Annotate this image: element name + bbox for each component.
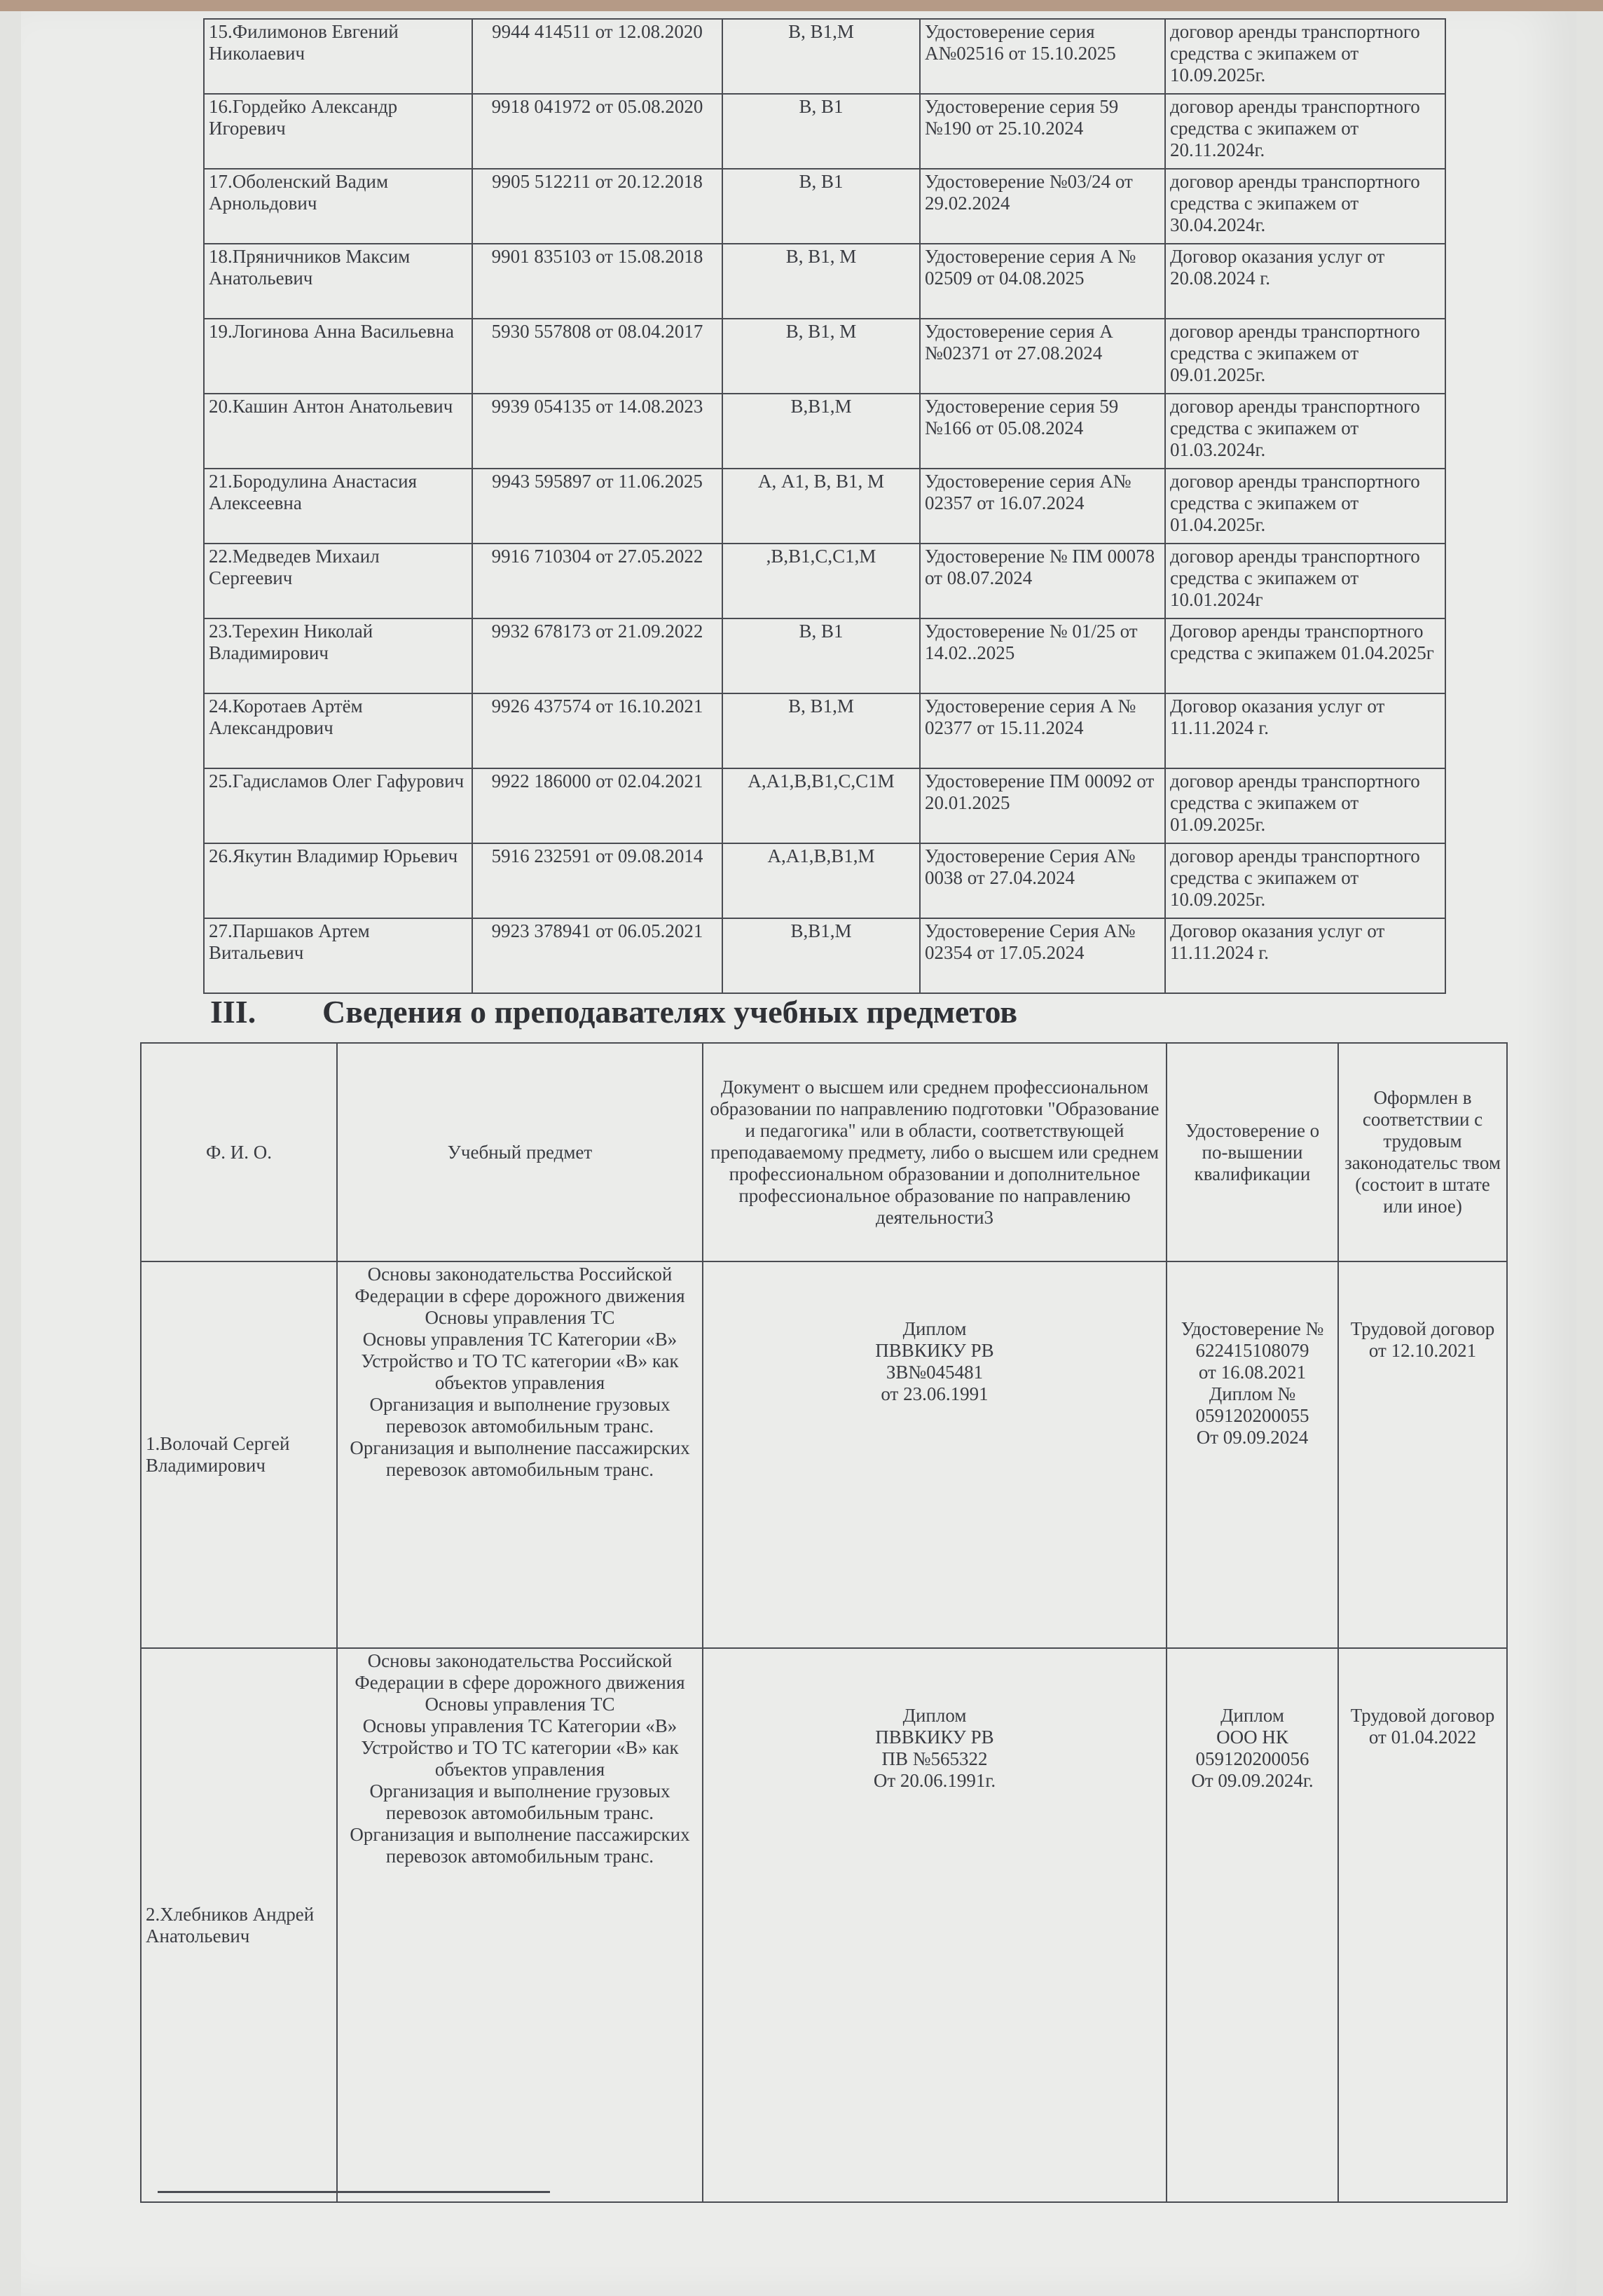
driver-name: 27.Паршаков Артем Витальевич: [204, 918, 472, 993]
driver-certificate: Удостоверение ПМ 00092 от 20.01.2025: [920, 768, 1165, 843]
diploma-line: ПВВКИКУ РВ: [875, 1340, 994, 1361]
qualification-line: 059120200056: [1195, 1748, 1309, 1769]
diploma-line: от 23.06.1991: [881, 1383, 989, 1404]
subject-item: Основы управления ТС Категории «В»: [362, 1329, 677, 1350]
driver-name: 25.Гадисламов Олег Гафурович: [204, 768, 472, 843]
qualification-line: Удостоверение №: [1181, 1318, 1324, 1339]
driver-row: [204, 618, 1445, 693]
teacher-diploma: [703, 1648, 1167, 2202]
driver-contract: Договор аренды транспортного средства с экипажем 01.04.2025г: [1165, 618, 1445, 693]
driver-contract: Договор оказания услуг от 11.11.2024 г.: [1165, 693, 1445, 768]
driver-license: 9923 378941 от 06.05.2021: [472, 918, 722, 993]
subject-item: Устройство и ТО ТС категории «В» как объектов управления: [361, 1350, 679, 1393]
driver-contract: договор аренды транспортного средства с экипажем от 01.04.2025г.: [1165, 469, 1445, 544]
driver-contract: договор аренды транспортного средства с экипажем от 30.04.2024г.: [1165, 169, 1445, 244]
driver-categories: А,А1,В,В1,С,С1М: [722, 768, 920, 843]
teacher-name: 1.Волочай Сергей Владимирович: [141, 1261, 337, 1648]
driver-license: 9944 414511 от 12.08.2020: [472, 19, 722, 94]
driver-name: 17.Оболенский Вадим Арнольдович: [204, 169, 472, 244]
driver-certificate: Удостоверение Серия А№ 0038 от 27.04.2024: [920, 843, 1165, 918]
teacher-qualification: [1167, 1261, 1338, 1648]
teacher-employment: Трудовой договор от 01.04.2022: [1338, 1648, 1507, 2202]
driver-categories: В, В1,М: [722, 693, 920, 768]
diploma-line: Диплом: [902, 1705, 967, 1726]
driver-row: [204, 319, 1445, 394]
driver-license: 5916 232591 от 09.08.2014: [472, 843, 722, 918]
subject-item: Организация и выполнение пассажирских перевозок автомобильным транс.: [350, 1824, 690, 1867]
qualification-line: 622415108079: [1195, 1340, 1309, 1361]
diploma-line: Диплом: [902, 1318, 967, 1339]
driver-license: 9905 512211 от 20.12.2018: [472, 169, 722, 244]
header-fio: Ф. И. О.: [141, 1043, 337, 1261]
driver-categories: В, В1: [722, 94, 920, 169]
driver-certificate: Удостоверение серия А № 02509 от 04.08.2025: [920, 244, 1165, 319]
header-education: Документ о высшем или среднем профессиональном образовании по направлению подготовки "Образование и педагогика" или в области, соответствующей преподаваемому предмету, либо о высшем или среднем профессиональном образовании и дополнительное профессиональное образование по направлению деятельности3: [703, 1043, 1167, 1261]
driver-contract: Договор оказания услуг от 20.08.2024 г.: [1165, 244, 1445, 319]
page-edge: [0, 0, 1603, 11]
driver-categories: В, В1: [722, 169, 920, 244]
teacher-row: [141, 1261, 1507, 1648]
driver-categories: В, В1, М: [722, 319, 920, 394]
header-employment: Оформлен в соответствии с трудовым законодательс твом (состоит в штате или иное): [1338, 1043, 1507, 1261]
qualification-line: ООО НК: [1216, 1727, 1288, 1748]
qualification-line: от 16.08.2021: [1198, 1362, 1307, 1383]
driver-name: 15.Филимонов Евгений Николаевич: [204, 19, 472, 94]
driver-license: 9939 054135 от 14.08.2023: [472, 394, 722, 469]
driver-license: 5930 557808 от 08.04.2017: [472, 319, 722, 394]
driver-certificate: Удостоверение серия А №02371 от 27.08.2024: [920, 319, 1165, 394]
section-title: Сведения о преподавателях учебных предметов: [322, 994, 1018, 1030]
driver-contract: договор аренды транспортного средства с экипажем от 10.09.2025г.: [1165, 843, 1445, 918]
teacher-name: 2.Хлебников Андрей Анатольевич: [141, 1648, 337, 2202]
driver-row: [204, 693, 1445, 768]
driver-certificate: Удостоверение №03/24 от 29.02.2024: [920, 169, 1165, 244]
driver-name: 26.Якутин Владимир Юрьевич: [204, 843, 472, 918]
driver-certificate: Удостоверение серия А№ 02357 от 16.07.2024: [920, 469, 1165, 544]
driver-license: 9922 186000 от 02.04.2021: [472, 768, 722, 843]
driver-categories: В,В1,М: [722, 394, 920, 469]
driver-contract: договор аренды транспортного средства с экипажем от 20.11.2024г.: [1165, 94, 1445, 169]
qualification-line: От 09.09.2024г.: [1191, 1770, 1314, 1791]
driver-name: 21.Бородулина Анастасия Алексеевна: [204, 469, 472, 544]
driver-row: [204, 544, 1445, 618]
driver-row: [204, 169, 1445, 244]
driver-contract: договор аренды транспортного средства с экипажем от 01.09.2025г.: [1165, 768, 1445, 843]
header-qualification: Удостоверение о по-вышении квалификации: [1167, 1043, 1338, 1261]
driver-license: 9932 678173 от 21.09.2022: [472, 618, 722, 693]
driver-categories: В, В1,М: [722, 19, 920, 94]
driver-row: [204, 94, 1445, 169]
driver-row: [204, 918, 1445, 993]
driver-certificate: Удостоверение № 01/25 от 14.02..2025: [920, 618, 1165, 693]
header-subject: Учебный предмет: [337, 1043, 703, 1261]
teachers-table: [140, 1042, 1508, 2203]
qualification-line: 059120200055: [1195, 1405, 1309, 1426]
subject-item: Организация и выполнение пассажирских перевозок автомобильным транс.: [350, 1437, 690, 1480]
diploma-line: ПВВКИКУ РВ: [875, 1727, 994, 1748]
driver-contract: договор аренды транспортного средства с экипажем от 10.01.2024г: [1165, 544, 1445, 618]
qualification-line: Диплом №: [1209, 1383, 1296, 1404]
subject-item: Основы управления ТС Категории «В»: [362, 1715, 677, 1736]
teacher-subjects: [337, 1648, 703, 2202]
teachers-header-row: [141, 1043, 1507, 1261]
teacher-employment: Трудовой договор от 12.10.2021: [1338, 1261, 1507, 1648]
teacher-subjects: [337, 1261, 703, 1648]
teacher-diploma: [703, 1261, 1167, 1648]
driver-license: 9916 710304 от 27.05.2022: [472, 544, 722, 618]
subject-item: Основы законодательства Российской Федерации в сфере дорожного движения: [355, 1264, 685, 1306]
driver-categories: В, В1, М: [722, 244, 920, 319]
driver-categories: А, А1, В, В1, М: [722, 469, 920, 544]
driver-row: [204, 768, 1445, 843]
driver-license: 9926 437574 от 16.10.2021: [472, 693, 722, 768]
driver-row: [204, 469, 1445, 544]
driver-row: [204, 843, 1445, 918]
driver-categories: В,В1,М: [722, 918, 920, 993]
diploma-line: ЗВ№045481: [886, 1362, 984, 1383]
subject-item: Основы законодательства Российской Федерации в сфере дорожного движения: [355, 1650, 685, 1693]
section-number: III.: [210, 994, 256, 1030]
driver-certificate: Удостоверение серия А № 02377 от 15.11.2024: [920, 693, 1165, 768]
driver-categories: В, В1: [722, 618, 920, 693]
subject-item: Основы управления ТС: [425, 1307, 615, 1328]
subject-item: Основы управления ТС: [425, 1694, 615, 1715]
driver-row: [204, 394, 1445, 469]
driver-license: 9901 835103 от 15.08.2018: [472, 244, 722, 319]
diploma-line: От 20.06.1991г.: [873, 1770, 996, 1791]
driver-name: 22.Медведев Михаил Сергеевич: [204, 544, 472, 618]
driver-certificate: Удостоверение № ПМ 00078 от 08.07.2024: [920, 544, 1165, 618]
driver-categories: ,В,В1,С,С1,М: [722, 544, 920, 618]
driver-name: 23.Терехин Николай Владимирович: [204, 618, 472, 693]
subject-item: Организация и выполнение грузовых перевозок автомобильным транс.: [369, 1780, 670, 1823]
driver-row: [204, 19, 1445, 94]
driver-license: 9943 595897 от 11.06.2025: [472, 469, 722, 544]
driver-categories: А,А1,В,В1,М: [722, 843, 920, 918]
teacher-row: [141, 1648, 1507, 2202]
driver-contract: договор аренды транспортного средства с экипажем от 09.01.2025г.: [1165, 319, 1445, 394]
driver-certificate: Удостоверение серия 59 №166 от 05.08.2024: [920, 394, 1165, 469]
driver-name: 24.Коротаев Артём Александрович: [204, 693, 472, 768]
teacher-qualification: [1167, 1648, 1338, 2202]
driver-row: [204, 244, 1445, 319]
driver-certificate: Удостоверение Серия А№ 02354 от 17.05.2024: [920, 918, 1165, 993]
section-heading: [210, 993, 1261, 1030]
drivers-table: [203, 18, 1446, 994]
driver-name: 18.Пряничников Максим Анатольевич: [204, 244, 472, 319]
footnote-separator: [158, 2191, 550, 2193]
driver-license: 9918 041972 от 05.08.2020: [472, 94, 722, 169]
diploma-line: ПВ №565322: [881, 1748, 988, 1769]
driver-contract: Договор оказания услуг от 11.11.2024 г.: [1165, 918, 1445, 993]
driver-name: 16.Гордейко Александр Игоревич: [204, 94, 472, 169]
driver-name: 20.Кашин Антон Анатольевич: [204, 394, 472, 469]
driver-name: 19.Логинова Анна Васильевна: [204, 319, 472, 394]
driver-contract: договор аренды транспортного средства с экипажем от 01.03.2024г.: [1165, 394, 1445, 469]
qualification-line: От 09.09.2024: [1196, 1427, 1309, 1448]
subject-item: Организация и выполнение грузовых перевозок автомобильным транс.: [369, 1394, 670, 1437]
qualification-line: Диплом: [1220, 1705, 1284, 1726]
driver-certificate: Удостоверение серия 59 №190 от 25.10.2024: [920, 94, 1165, 169]
subject-item: Устройство и ТО ТС категории «В» как объектов управления: [361, 1737, 679, 1780]
driver-certificate: Удостоверение серия А№02516 от 15.10.2025: [920, 19, 1165, 94]
driver-contract: договор аренды транспортного средства с экипажем от 10.09.2025г.: [1165, 19, 1445, 94]
